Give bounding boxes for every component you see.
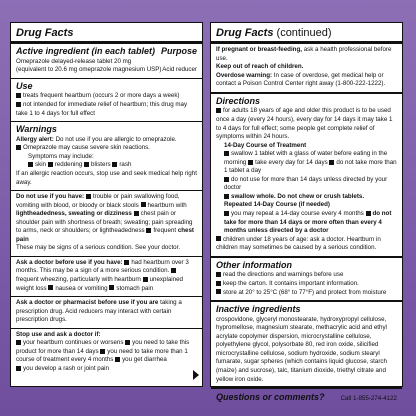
repeat-item-1: you may repeat a 14-day course every 4 months [231, 209, 364, 217]
other-information-heading: Other information [216, 259, 292, 270]
bullet-icon [28, 162, 33, 167]
title-continued-text: (continued) [276, 27, 332, 39]
overdose-text: In case of overdose, get medical help or contact a Poison Control Center right away (1-800-222-1222). [216, 71, 386, 88]
course-item-2: take every day for 14 days [255, 158, 328, 166]
course-heading: 14-Day Course of Treatment [224, 141, 307, 149]
course-item-1: swallow 1 tablet with a glass of water before eating in the morning [224, 150, 388, 166]
bullet-icon [16, 93, 21, 98]
bullet-icon [171, 268, 176, 273]
do-not-use-item-3: chest pain or shoulder pain with shortness of breath; sweating; pain spreading to arms, neck or shoulders; or lightheadedness [16, 210, 193, 235]
warnings-heading: Warnings [16, 124, 57, 135]
reaction-item: Omeprazole may cause severe skin reactions. [23, 144, 150, 152]
allergy-text: Do not use if you are allergic to omeprazole. [55, 135, 177, 143]
bullet-icon [48, 162, 53, 167]
stop-item-4: you get diarrhea [122, 356, 167, 364]
bullet-icon [115, 357, 120, 362]
bullet-icon [216, 281, 221, 286]
questions-section [211, 389, 402, 407]
bullet-icon [112, 162, 117, 167]
bullet-icon [329, 160, 334, 165]
pregnancy-text: ask a health professional before use. [216, 46, 392, 62]
bullet-icon [224, 194, 229, 199]
stop-use-lead: Stop use and ask a doctor if: [16, 330, 101, 338]
symptom-rash: rash [119, 161, 132, 169]
use-heading: Use [16, 80, 33, 91]
other-information-section [211, 258, 402, 302]
ask-doctor-section [11, 257, 202, 297]
bullet-icon [248, 160, 253, 165]
ask-doctor-item-2: frequent wheezing, particularly with heartburn [16, 276, 141, 283]
bullet-icon [48, 285, 53, 290]
panel-title-continued [211, 23, 402, 44]
inactive-ingredients-text: crospovidone, glyceryl monostearate, hydroxypropyl cellulose, hypromellose, magnesium stearate, methacrylic acid and ethyl acrylate copolymer dispersion, microcrystalline cellulose, polyethylene glycol, polysorbate 80, red iron oxide, silicified microcrystalline cellulose, sodium hydroxide, sodium stearyl fumarate, sugar spheres (which contains liquid glucose, starch (maize) and sucrose), talc, titanium dioxide, triethyl citrate and yellow iron oxide. [216, 315, 387, 383]
use-section [11, 79, 202, 122]
ask-pharmacist-section [11, 297, 202, 329]
drug-facts-panel-left [10, 22, 203, 387]
stop-use-section [11, 329, 202, 377]
other-item-1: read the directions and warnings before use [223, 271, 344, 279]
title-text: Drug Facts [216, 27, 274, 39]
ask-doctor-lead: Ask a doctor before use if you have: [16, 258, 123, 266]
active-ingredient-section [11, 44, 202, 79]
course-item-5: swallow whole. Do not chew or crush tablets. [231, 192, 365, 200]
warnings-section [11, 122, 202, 191]
bullet-icon [216, 108, 221, 113]
bullet-icon [124, 260, 129, 265]
stop-item-5: you develop a rash or joint pain [23, 364, 109, 372]
pregnancy-lead: If pregnant or breast-feeding, [216, 46, 302, 53]
bullet-icon [16, 102, 21, 107]
drug-facts-panel-right [210, 22, 403, 403]
ask-doctor-item-5: stomach pain [116, 284, 154, 292]
bullet-icon [141, 202, 146, 207]
bullet-icon [100, 349, 105, 354]
symptoms-list [16, 161, 197, 170]
ask-pharmacist-text: taking a prescription drug. Acid reducers may interact with certain prescription drugs. [16, 299, 182, 324]
bullet-icon [16, 366, 21, 371]
inactive-ingredients-section [211, 302, 402, 389]
ask-doctor-item-3: unexplained weight loss [16, 276, 183, 292]
symptoms-label: Symptoms may include: [28, 152, 94, 160]
other-item-3: store at 20° to 25°C (68° to 77°F) and protect from moisture [223, 288, 387, 296]
do-not-use-item-4-bold: chest pain [16, 227, 194, 243]
continue-arrow-icon [193, 370, 199, 380]
bullet-icon [366, 211, 371, 216]
overdose-label: Overdose warning: [216, 71, 273, 79]
repeat-heading: Repeated 14-Day Course (if needed) [224, 201, 330, 209]
bullet-icon [216, 236, 221, 241]
allergy-after-text: If an allergic reaction occurs, stop use and seek medical help right away. [16, 169, 197, 186]
directions-heading: Directions [216, 95, 261, 106]
purpose-heading: Purpose [160, 46, 197, 56]
stop-item-3: you need to take more than 1 course of treatment every 4 months [16, 347, 188, 364]
bullet-icon [125, 340, 130, 345]
bullet-icon [143, 277, 148, 282]
bullet-icon [134, 211, 139, 216]
do-not-use-note: These may be signs of a serious condition. See your doctor. [16, 244, 181, 252]
do-not-use-item-2-bold: lightheadedness, sweating or dizziness [16, 210, 132, 218]
stop-item-1: your heartburn continues or worsens [23, 339, 124, 347]
bullet-icon [16, 145, 21, 150]
questions-label: Questions or comments? [216, 392, 325, 403]
stop-item-2: you need to take this product for more than 14 days [16, 339, 190, 355]
questions-phone: Call 1-855-274-4122 [340, 395, 397, 403]
symptom-reddening: reddening [54, 161, 83, 169]
bullet-icon [146, 228, 151, 233]
active-line-2: (equivalent to 20.6 mg omeprazole magnesium USP) [16, 66, 162, 74]
bullet-icon [224, 177, 229, 182]
allergy-label: Allergy alert: [16, 135, 54, 143]
active-line-1: Omeprazole delayed-release tablet 20 mg [16, 57, 132, 65]
bullet-icon [16, 340, 21, 345]
bullet-icon [86, 194, 91, 199]
title-text: Drug Facts [16, 27, 74, 39]
pregnancy-section [211, 44, 402, 94]
bullet-icon [216, 289, 221, 294]
do-not-use-section [11, 191, 202, 257]
ask-pharmacist-lead: Ask a doctor or pharmacist before use if you are [16, 299, 159, 307]
course-item-3: do not take more than 1 tablet a day [224, 158, 397, 175]
purpose-text: Acid reducer [162, 66, 197, 74]
use-item-2: not intended for immediate relief of heartburn; this drug may take 1 to 4 days for full effect [16, 101, 188, 117]
do-not-use-item-1: trouble or pain swallowing food, vomiting with blood, or bloody or black stools [16, 193, 180, 209]
bullet-icon [224, 211, 229, 216]
do-not-use-item-4: frequent [153, 227, 177, 235]
repeat-item-2: do not take for more than 14 days or more often than every 4 months unless directed by a doctor [224, 209, 392, 235]
bullet-icon [84, 162, 89, 167]
children-note: children under 18 years of age: ask a doctor. Heartburn in children may sometimes be caused by a serious condition. [216, 235, 381, 252]
bullet-icon [224, 151, 229, 156]
use-item-1: treats frequent heartburn (occurs 2 or more days a week) [23, 92, 180, 100]
other-item-2: keep the carton. It contains important information. [223, 279, 359, 287]
do-not-use-lead: Do not use if you have: [16, 193, 85, 201]
bullet-icon [109, 285, 114, 290]
keep-out-of-reach: Keep out of reach of children. [216, 63, 304, 71]
inactive-ingredients-heading: Inactive ingredients [216, 304, 301, 315]
symptom-skin: skin [35, 161, 47, 169]
symptom-blisters: blisters [91, 161, 111, 169]
course-item-4: do not use for more than 14 days unless directed by your doctor [224, 175, 388, 192]
active-ingredient-heading: Active ingredient (in each tablet) [16, 46, 156, 56]
directions-section [211, 94, 402, 258]
panel-title [11, 23, 202, 44]
ask-doctor-item-1: had heartburn over 3 months. This may be a sign of a more serious condition. [16, 258, 189, 275]
do-not-use-item-2: heartburn with [147, 201, 187, 209]
directions-intro: for adults 18 years of age and older this product is to be used once a day (every 24 hours), every day for 14 days it may take 1 to 4 days for full effect; some people get complete relief of symptoms within 24 hours. [216, 107, 393, 141]
ask-doctor-item-4: nausea or vomiting [55, 284, 108, 292]
bullet-icon [216, 272, 221, 277]
